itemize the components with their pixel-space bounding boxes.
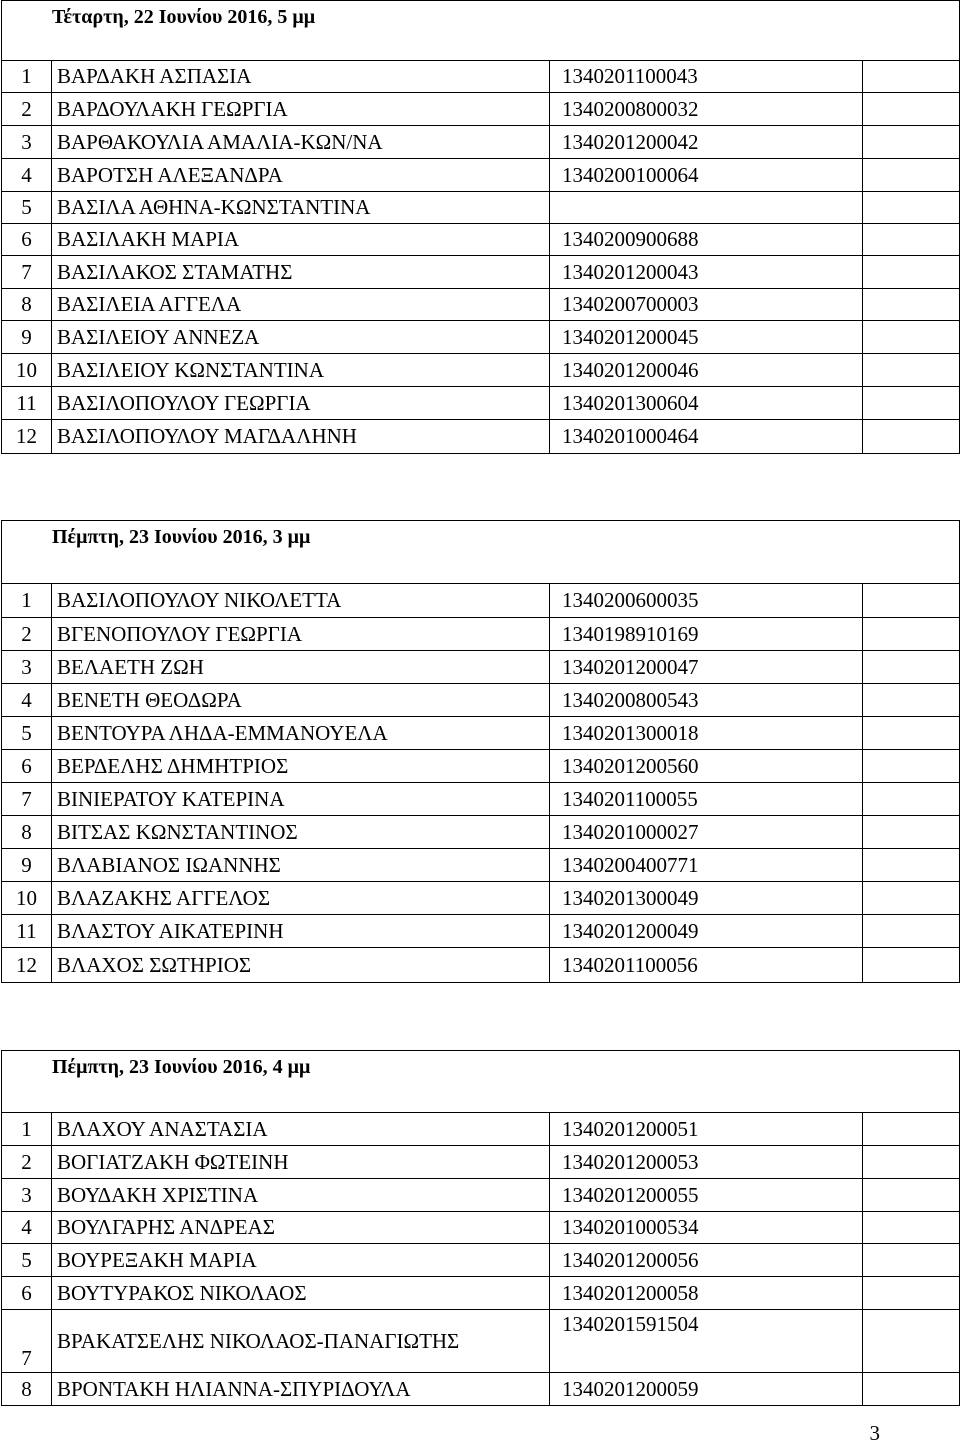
student-code: 1340201200047 xyxy=(550,651,863,684)
student-name: ΒΑΣΙΛΕΙΟΥ ΚΩΝΣΤΑΝΤΙΝΑ xyxy=(52,354,550,387)
row-number: 8 xyxy=(2,289,52,321)
table-row xyxy=(2,651,960,684)
student-code: 1340201200560 xyxy=(550,750,863,783)
student-name: ΒΟΥΛΓΑΡΗΣ ΑΝΔΡΕΑΣ xyxy=(52,1212,550,1244)
student-name: ΒΑΡΔΑΚΗ ΑΣΠΑΣΙΑ xyxy=(52,61,550,93)
table-row xyxy=(2,321,960,354)
row-number: 6 xyxy=(2,224,52,256)
table-row xyxy=(2,882,960,915)
table-row xyxy=(2,1277,960,1310)
empty-cell xyxy=(863,584,960,618)
table-row xyxy=(2,584,960,618)
empty-cell xyxy=(863,651,960,684)
schedule-table-2 xyxy=(1,520,960,983)
row-number: 12 xyxy=(2,948,52,983)
student-name: ΒΡΟΝΤΑΚΗ ΗΛΙΑΝΝΑ-ΣΠΥΡΙΔΟΥΛΑ xyxy=(52,1373,550,1406)
row-number: 2 xyxy=(2,618,52,651)
empty-cell xyxy=(863,420,960,454)
row-number: 6 xyxy=(2,750,52,783)
student-name: ΒΓΕΝΟΠΟΥΛΟΥ ΓΕΩΡΓΙΑ xyxy=(52,618,550,651)
empty-cell xyxy=(863,1212,960,1244)
row-number: 7 xyxy=(2,1310,52,1373)
student-code: 1340201200051 xyxy=(550,1113,863,1146)
student-name: ΒΑΡΔΟΥΛΑΚΗ ΓΕΩΡΓΙΑ xyxy=(52,93,550,126)
table-row xyxy=(2,256,960,289)
empty-cell xyxy=(863,1277,960,1310)
row-number: 12 xyxy=(2,420,52,454)
table-row xyxy=(2,684,960,717)
table-row xyxy=(2,1146,960,1179)
student-name: ΒΑΣΙΛΟΠΟΥΛΟΥ ΜΑΓΔΑΛΗΝΗ xyxy=(52,420,550,454)
empty-cell xyxy=(863,126,960,159)
student-code: 1340200700003 xyxy=(550,289,863,321)
table-row xyxy=(2,948,960,983)
row-number: 4 xyxy=(2,684,52,717)
empty-cell xyxy=(863,93,960,126)
student-name: ΒΑΣΙΛΑΚΟΣ ΣΤΑΜΑΤΗΣ xyxy=(52,256,550,289)
page-number: 3 xyxy=(869,1421,880,1445)
empty-cell xyxy=(863,1310,960,1373)
row-number: 11 xyxy=(2,387,52,420)
student-code: 1340200100064 xyxy=(550,159,863,192)
student-name: ΒΕΝΤΟΥΡΑ ΛΗΔΑ-ΕΜΜΑΝΟΥΕΛΑ xyxy=(52,717,550,750)
row-number: 1 xyxy=(2,584,52,618)
table-row xyxy=(2,1244,960,1277)
student-name: ΒΑΡΘΑΚΟΥΛΙΑ ΑΜΑΛΙΑ-ΚΩΝ/ΝΑ xyxy=(52,126,550,159)
row-number: 9 xyxy=(2,849,52,882)
row-number: 4 xyxy=(2,1212,52,1244)
table-row xyxy=(2,61,960,93)
empty-cell xyxy=(863,849,960,882)
student-name: ΒΛΑΧΟΥ ΑΝΑΣΤΑΣΙΑ xyxy=(52,1113,550,1146)
table-row xyxy=(2,354,960,387)
student-name: ΒΛΑΧΟΣ ΣΩΤΗΡΙΟΣ xyxy=(52,948,550,983)
table-row xyxy=(2,915,960,948)
table-row xyxy=(2,192,960,224)
student-name: ΒΕΡΔΕΛΗΣ ΔΗΜΗΤΡΙΟΣ xyxy=(52,750,550,783)
row-number: 10 xyxy=(2,354,52,387)
row-number: 7 xyxy=(2,783,52,816)
row-number: 4 xyxy=(2,159,52,192)
student-name: ΒΡΑΚΑΤΣΕΛΗΣ ΝΙΚΟΛΑΟΣ-ΠΑΝΑΓΙΩΤΗΣ xyxy=(52,1310,550,1373)
student-name: ΒΑΣΙΛΑΚΗ ΜΑΡΙΑ xyxy=(52,224,550,256)
empty-cell xyxy=(863,948,960,983)
empty-cell xyxy=(863,816,960,849)
empty-cell xyxy=(863,1113,960,1146)
table-row xyxy=(2,420,960,454)
student-name: ΒΕΛΑΕΤΗ ΖΩΗ xyxy=(52,651,550,684)
student-code: 1340201000027 xyxy=(550,816,863,849)
table-row xyxy=(2,849,960,882)
schedule-table-3 xyxy=(1,1050,960,1406)
table-row xyxy=(2,783,960,816)
row-number: 5 xyxy=(2,192,52,224)
empty-cell xyxy=(863,289,960,321)
schedule-table-1 xyxy=(1,0,960,454)
row-number: 1 xyxy=(2,61,52,93)
student-code: 1340200800543 xyxy=(550,684,863,717)
row-number: 11 xyxy=(2,915,52,948)
empty-cell xyxy=(863,1179,960,1212)
table-row xyxy=(2,1179,960,1212)
student-name: ΒΙΤΣΑΣ ΚΩΝΣΤΑΝΤΙΝΟΣ xyxy=(52,816,550,849)
student-code xyxy=(550,192,863,224)
empty-cell xyxy=(863,783,960,816)
empty-cell xyxy=(863,61,960,93)
empty-cell xyxy=(863,618,960,651)
empty-cell xyxy=(863,192,960,224)
table-row xyxy=(2,816,960,849)
row-number: 9 xyxy=(2,321,52,354)
section-title: Πέμπτη, 23 Ιουνίου 2016, 3 μμ xyxy=(2,521,960,584)
student-code: 1340201200043 xyxy=(550,256,863,289)
row-number: 3 xyxy=(2,651,52,684)
student-name: ΒΑΣΙΛΕΙΟΥ ΑΝΝΕΖΑ xyxy=(52,321,550,354)
row-number: 6 xyxy=(2,1277,52,1310)
student-name: ΒΛΑΖΑΚΗΣ ΑΓΓΕΛΟΣ xyxy=(52,882,550,915)
student-name: ΒΑΣΙΛΟΠΟΥΛΟΥ ΝΙΚΟΛΕΤΤΑ xyxy=(52,584,550,618)
table-row xyxy=(2,1113,960,1146)
table-row xyxy=(2,1212,960,1244)
student-code: 1340200400771 xyxy=(550,849,863,882)
student-code: 1340201300604 xyxy=(550,387,863,420)
empty-cell xyxy=(863,224,960,256)
empty-cell xyxy=(863,256,960,289)
student-code: 1340201200045 xyxy=(550,321,863,354)
student-code: 1340201200056 xyxy=(550,1244,863,1277)
student-code: 1340201100043 xyxy=(550,61,863,93)
row-number: 5 xyxy=(2,717,52,750)
student-name: ΒΑΣΙΛΟΠΟΥΛΟΥ ΓΕΩΡΓΙΑ xyxy=(52,387,550,420)
table-row xyxy=(2,750,960,783)
student-name: ΒΟΓΙΑΤΖΑΚΗ ΦΩΤΕΙΝΗ xyxy=(52,1146,550,1179)
table-row xyxy=(2,618,960,651)
empty-cell xyxy=(863,1244,960,1277)
student-code: 1340201200049 xyxy=(550,915,863,948)
student-code: 1340201300049 xyxy=(550,882,863,915)
student-code: 1340201000464 xyxy=(550,420,863,454)
student-code: 1340201200046 xyxy=(550,354,863,387)
student-code: 1340200900688 xyxy=(550,224,863,256)
student-code: 1340201200058 xyxy=(550,1277,863,1310)
table-row xyxy=(2,1373,960,1406)
row-number: 7 xyxy=(2,256,52,289)
empty-cell xyxy=(863,321,960,354)
student-name: ΒΟΥΡΕΞΑΚΗ ΜΑΡΙΑ xyxy=(52,1244,550,1277)
section-title: Πέμπτη, 23 Ιουνίου 2016, 4 μμ xyxy=(2,1051,960,1113)
table-row xyxy=(2,1310,960,1373)
row-number: 8 xyxy=(2,1373,52,1406)
empty-cell xyxy=(863,354,960,387)
table-row xyxy=(2,289,960,321)
student-name: ΒΑΣΙΛΑ ΑΘΗΝΑ-ΚΩΝΣΤΑΝΤΙΝΑ xyxy=(52,192,550,224)
student-code: 1340201591504 xyxy=(550,1310,863,1373)
student-code: 1340200600035 xyxy=(550,584,863,618)
student-code: 1340201200053 xyxy=(550,1146,863,1179)
student-name: ΒΙΝΙΕΡΑΤΟΥ ΚΑΤΕΡΙΝΑ xyxy=(52,783,550,816)
empty-cell xyxy=(863,387,960,420)
table-row xyxy=(2,93,960,126)
student-code: 1340201100055 xyxy=(550,783,863,816)
student-name: ΒΑΣΙΛΕΙΑ ΑΓΓΕΛΑ xyxy=(52,289,550,321)
row-number: 3 xyxy=(2,1179,52,1212)
student-code: 1340201200059 xyxy=(550,1373,863,1406)
student-name: ΒΑΡΟΤΣΗ ΑΛΕΞΑΝΔΡΑ xyxy=(52,159,550,192)
empty-cell xyxy=(863,684,960,717)
row-number: 1 xyxy=(2,1113,52,1146)
student-code: 1340200800032 xyxy=(550,93,863,126)
student-name: ΒΛΑΒΙΑΝΟΣ ΙΩΑΝΝΗΣ xyxy=(52,849,550,882)
student-code: 1340201100056 xyxy=(550,948,863,983)
row-number: 5 xyxy=(2,1244,52,1277)
row-number: 2 xyxy=(2,93,52,126)
student-name: ΒΛΑΣΤΟΥ ΑΙΚΑΤΕΡΙΝΗ xyxy=(52,915,550,948)
empty-cell xyxy=(863,882,960,915)
empty-cell xyxy=(863,915,960,948)
table-row xyxy=(2,224,960,256)
table-row xyxy=(2,159,960,192)
empty-cell xyxy=(863,1146,960,1179)
empty-cell xyxy=(863,750,960,783)
empty-cell xyxy=(863,159,960,192)
table-row xyxy=(2,126,960,159)
row-number: 2 xyxy=(2,1146,52,1179)
student-code: 1340201300018 xyxy=(550,717,863,750)
student-name: ΒΕΝΕΤΗ ΘΕΟΔΩΡΑ xyxy=(52,684,550,717)
table-row xyxy=(2,717,960,750)
row-number: 8 xyxy=(2,816,52,849)
empty-cell xyxy=(863,717,960,750)
row-number: 3 xyxy=(2,126,52,159)
table-row xyxy=(2,387,960,420)
empty-cell xyxy=(863,1373,960,1406)
student-code: 1340201200055 xyxy=(550,1179,863,1212)
student-code: 1340198910169 xyxy=(550,618,863,651)
student-name: ΒΟΥΤΥΡΑΚΟΣ ΝΙΚΟΛΑΟΣ xyxy=(52,1277,550,1310)
student-code: 1340201200042 xyxy=(550,126,863,159)
student-name: ΒΟΥΔΑΚΗ ΧΡΙΣΤΙΝΑ xyxy=(52,1179,550,1212)
section-title: Τέταρτη, 22 Ιουνίου 2016, 5 μμ xyxy=(2,1,960,61)
row-number: 10 xyxy=(2,882,52,915)
student-code: 1340201000534 xyxy=(550,1212,863,1244)
